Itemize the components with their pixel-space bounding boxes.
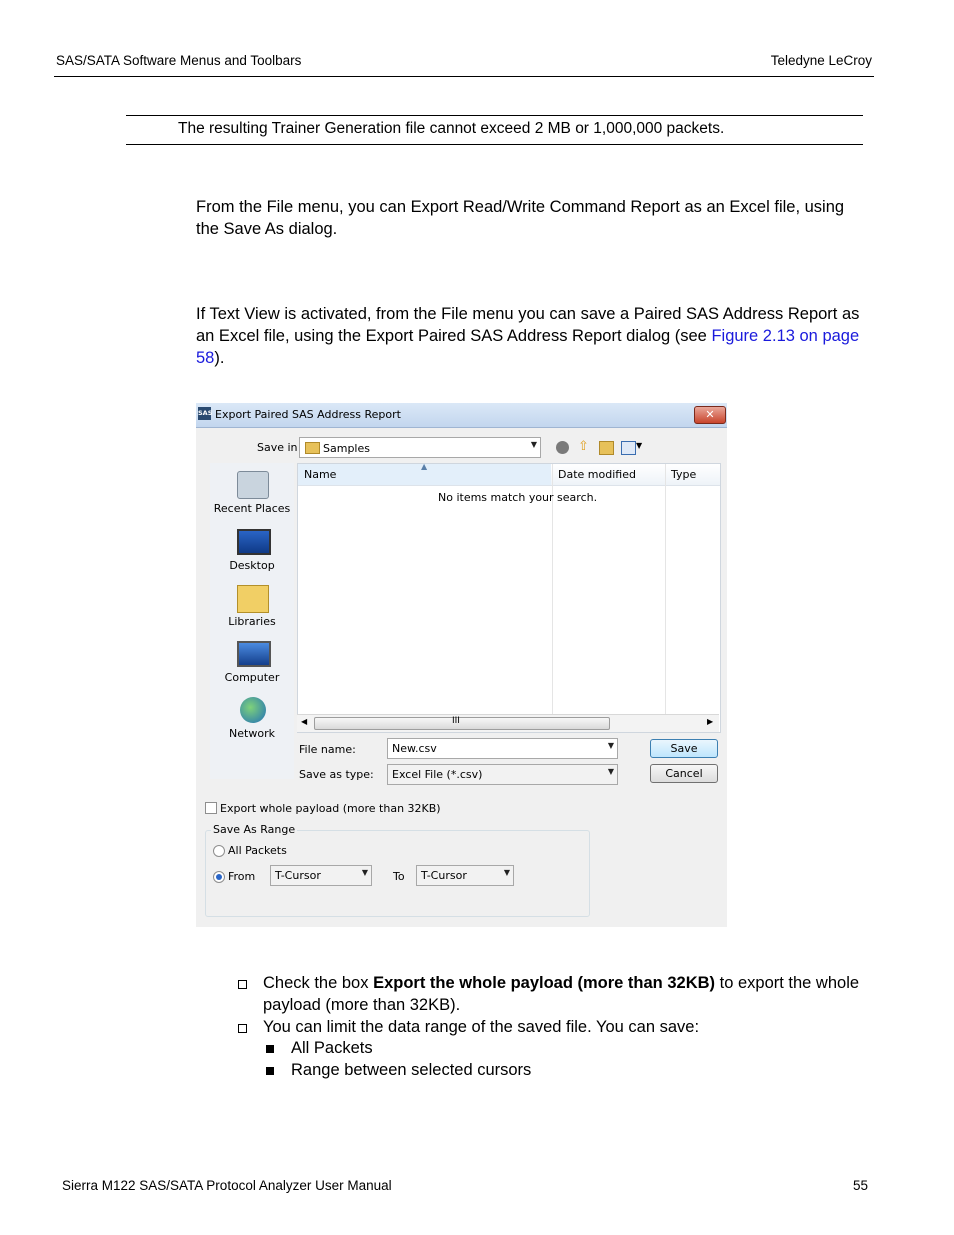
horizontal-scrollbar[interactable] [297,714,719,732]
desktop-icon [237,529,271,555]
chevron-down-icon[interactable]: ▼ [607,767,614,776]
file-list[interactable] [297,463,721,733]
sub-bullet-all-packets: All Packets [291,1039,373,1057]
scroll-left-icon[interactable]: ◀ [301,717,308,726]
file-name-input[interactable] [387,738,618,759]
chevron-down-icon[interactable]: ▼ [361,868,368,877]
scroll-thumb[interactable] [314,717,610,730]
place-libraries[interactable] [210,585,294,631]
scroll-grip: III [452,716,460,726]
network-icon [240,697,266,723]
to-label: To [393,870,405,883]
place-recent[interactable] [210,471,294,521]
column-separator [665,464,666,714]
save-in-label: Save in [257,441,298,454]
bullet-bold-text: Export the whole payload (more than 32KB) [373,974,716,992]
up-folder-icon[interactable]: ⇧ [578,439,589,454]
cancel-button[interactable]: Cancel [650,764,718,783]
column-date[interactable] [554,464,664,485]
scroll-right-icon[interactable]: ▶ [707,717,714,726]
save-in-value: Samples [323,442,370,455]
file-name-value: New.csv [392,742,437,755]
dialog-titlebar [196,403,727,428]
note-bottom-rule [126,144,863,145]
recent-places-icon [237,471,269,499]
chevron-down-icon[interactable]: ▼ [503,868,510,877]
file-name-label: File name: [299,743,356,756]
save-in-combo[interactable] [299,437,541,458]
from-radio[interactable] [213,871,225,883]
save-type-value: Excel File (*.csv) [392,768,483,781]
paragraph-text-end: ). [214,349,225,367]
place-desktop[interactable] [210,529,294,575]
paragraph-export-rw: From the File menu, you can Export Read/Write Command Report as an Excel file, using the Save As dialog. [196,198,845,238]
place-computer[interactable] [210,641,294,687]
note-text: The resulting Trainer Generation file cannot exceed 2 MB or 1,000,000 packets. [178,120,725,137]
computer-icon [237,641,271,667]
note-top-rule [126,115,863,116]
to-value: T-Cursor [421,869,467,882]
place-label: Desktop [229,559,275,572]
paragraph-paired-report [196,303,871,369]
view-menu-icon[interactable] [621,441,636,455]
place-label: Libraries [228,615,276,628]
paragraph-text: If Text View is activated, from the File menu you can save a Paired SAS Address Report as an Excel file, using the Export Paired SAS Address Report dialog (see [196,305,860,345]
bullet-export-payload-line2: payload (more than 32KB). [263,996,461,1014]
place-label: Network [229,727,275,740]
all-packets-label: All Packets [228,844,287,857]
places-bar [210,463,294,779]
dialog-title: Export Paired SAS Address Report [215,408,401,421]
bullet-text: Check the box [263,974,374,992]
to-select[interactable] [416,865,514,886]
sort-ascending-icon: ▲ [421,462,428,471]
save-type-select[interactable] [387,764,618,785]
column-name-label: Name [304,468,337,481]
square-bullet [266,1067,274,1075]
export-payload-label: Export whole payload (more than 32KB) [220,802,441,815]
figure-link[interactable]: Figure 2.13 on page 58 [196,327,860,367]
column-type-label: Type [671,468,697,481]
save-type-label: Save as type: [299,768,374,781]
app-icon: SAS [198,407,211,420]
all-packets-radio[interactable] [213,845,225,857]
libraries-icon [237,585,269,613]
checkbox-bullet [238,980,247,989]
running-header-right: Teledyne LeCroy [770,53,872,68]
export-dialog [196,403,727,927]
from-select[interactable] [270,865,372,886]
chevron-down-icon: ▼ [530,440,537,449]
column-date-label: Date modified [558,468,636,481]
place-label: Computer [224,671,280,684]
bullet-export-payload [263,972,883,994]
export-payload-checkbox[interactable] [205,802,217,814]
running-footer-left: Sierra M122 SAS/SATA Protocol Analyzer User Manual [62,1178,392,1193]
sub-bullet-range: Range between selected cursors [291,1061,532,1079]
bullet-data-range: You can limit the data range of the saved file. You can save: [263,1018,700,1036]
view-chevron-icon[interactable]: ▼ [636,441,643,450]
running-header-left: SAS/SATA Software Menus and Toolbars [56,53,302,68]
from-label: From [228,870,256,883]
square-bullet [266,1045,274,1053]
chevron-down-icon[interactable]: ▼ [607,741,614,750]
header-rule [54,76,874,77]
save-button[interactable]: Save [650,739,718,758]
place-label: Recent Places [213,502,291,515]
empty-message: No items match your search. [438,491,598,504]
page-number: 55 [853,1178,869,1193]
back-icon[interactable] [556,441,569,454]
new-folder-icon[interactable] [599,441,614,455]
from-value: T-Cursor [275,869,321,882]
save-range-label: Save As Range [213,823,296,836]
bullet-text-end: to export the whole [715,974,860,992]
checkbox-bullet [238,1024,247,1033]
close-button[interactable]: ✕ [694,406,726,424]
place-network[interactable] [210,697,294,743]
folder-icon [305,442,320,454]
column-type[interactable] [667,464,717,485]
